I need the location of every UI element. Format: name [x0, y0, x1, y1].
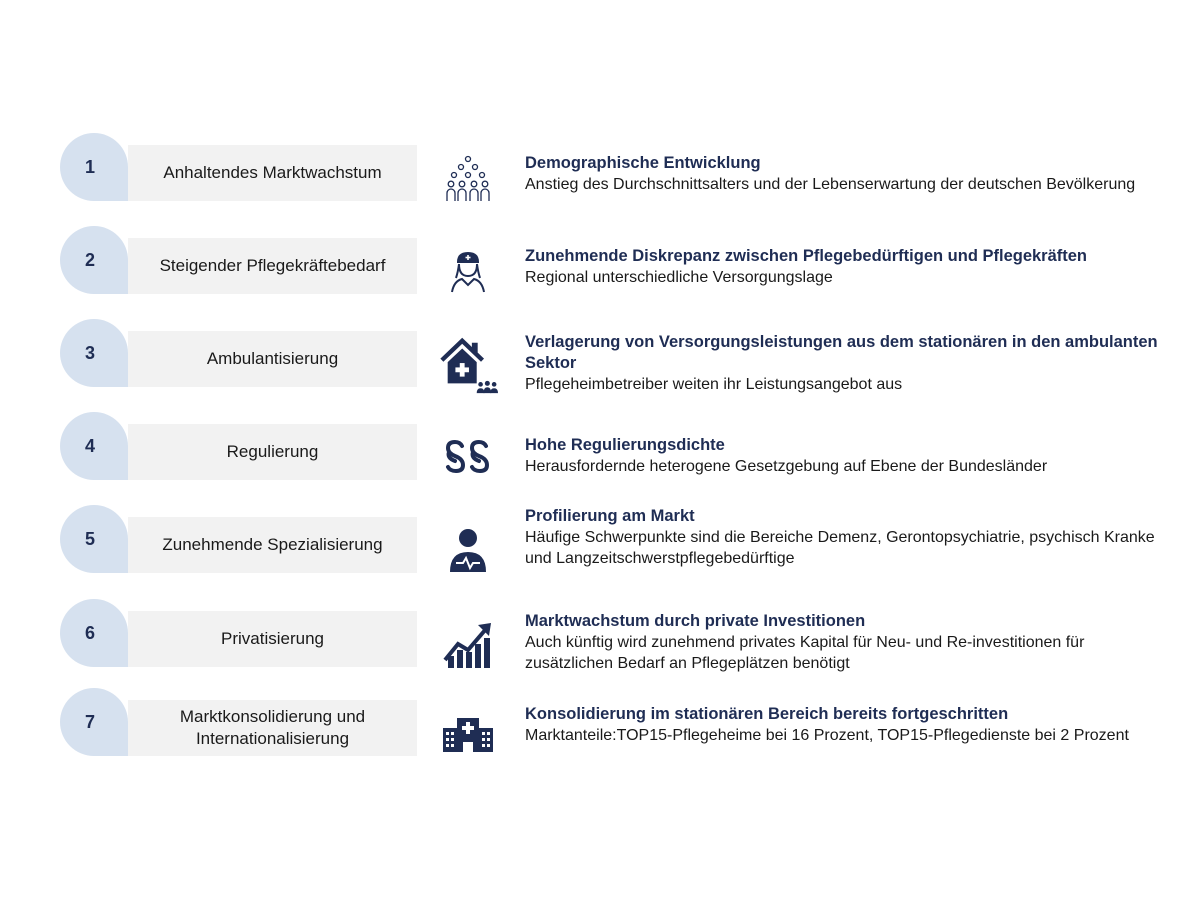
row-description: Herausfordernde heterogene Gesetzgebung auf Ebene der Bundesländer — [525, 458, 1048, 475]
row-label: Anhaltendes Marktwachstum — [128, 145, 417, 201]
row-title: Zunehmende Diskrepanz zwischen Pflegebedürftigen und Pflegekräften — [525, 247, 1088, 265]
row-description: Häufige Schwerpunkte sind die Bereiche Demenz, Gerontopsychiatrie, psychisch Kranke und Langzeitschwerstpflegebedürftige — [525, 529, 1155, 567]
row-number: 4 — [84, 436, 95, 456]
row-text — [525, 704, 1165, 746]
trend-row-2 — [0, 226, 1200, 306]
paragraph-icon — [438, 428, 498, 488]
trend-row-1 — [0, 133, 1200, 213]
trend-row-3 — [0, 319, 1200, 399]
row-description: Auch künftig wird zunehmend privates Kapital für Neu- und Re-investitionen für zusätzlichen Bedarf an Pflegeplätzen benötigt — [525, 634, 1085, 672]
trend-row-4 — [0, 412, 1200, 492]
row-number: 5 — [84, 529, 95, 549]
row-number: 2 — [84, 250, 95, 270]
row-description: Anstieg des Durchschnittsalters und der Lebenserwartung der deutschen Bevölkerung — [525, 176, 1136, 193]
row-description: Pflegeheimbetreiber weiten ihr Leistungsangebot aus — [525, 376, 903, 393]
hospital-icon — [438, 704, 498, 764]
row-label: Regulierung — [128, 424, 417, 480]
row-label: Steigender Pflegekräftebedarf — [128, 238, 417, 294]
trend-row-5 — [0, 505, 1200, 585]
row-label: Zunehmende Spezialisierung — [128, 517, 417, 573]
row-text — [525, 435, 1165, 477]
row-title: Profilierung am Markt — [525, 507, 695, 525]
row-number: 6 — [84, 623, 95, 643]
row-label: Ambulantisierung — [128, 331, 417, 387]
row-label: Privatisierung — [128, 611, 417, 667]
nurse-icon — [438, 242, 498, 302]
growth-chart-icon — [438, 615, 498, 675]
row-label: Marktkonsolidierung und Internationalisierung — [128, 700, 417, 756]
row-description: Marktanteile:TOP15-Pflegeheime bei 16 Prozent, TOP15-Pflegedienste bei 2 Prozent — [525, 727, 1129, 744]
row-title: Verlagerung von Versorgungsleistungen aus dem stationären in den ambulanten Sektor — [525, 333, 1158, 372]
row-text — [525, 611, 1165, 674]
trend-row-6 — [0, 599, 1200, 679]
row-description: Regional unterschiedliche Versorgungslage — [525, 269, 833, 286]
row-text — [525, 153, 1165, 195]
trend-row-7 — [0, 688, 1200, 768]
row-number: 1 — [84, 157, 95, 177]
row-title: Hohe Regulierungsdichte — [525, 436, 725, 454]
row-text — [525, 246, 1165, 288]
row-number: 7 — [84, 712, 95, 732]
doctor-icon — [438, 521, 498, 581]
people-pyramid-icon — [438, 149, 498, 209]
row-title: Konsolidierung im stationären Bereich bereits fortgeschritten — [525, 705, 1009, 723]
home-care-icon — [438, 335, 498, 395]
row-title: Marktwachstum durch private Investitionen — [525, 612, 866, 630]
row-text — [525, 506, 1165, 569]
row-number: 3 — [84, 343, 95, 363]
row-title: Demographische Entwicklung — [525, 154, 761, 172]
row-text — [525, 332, 1165, 395]
